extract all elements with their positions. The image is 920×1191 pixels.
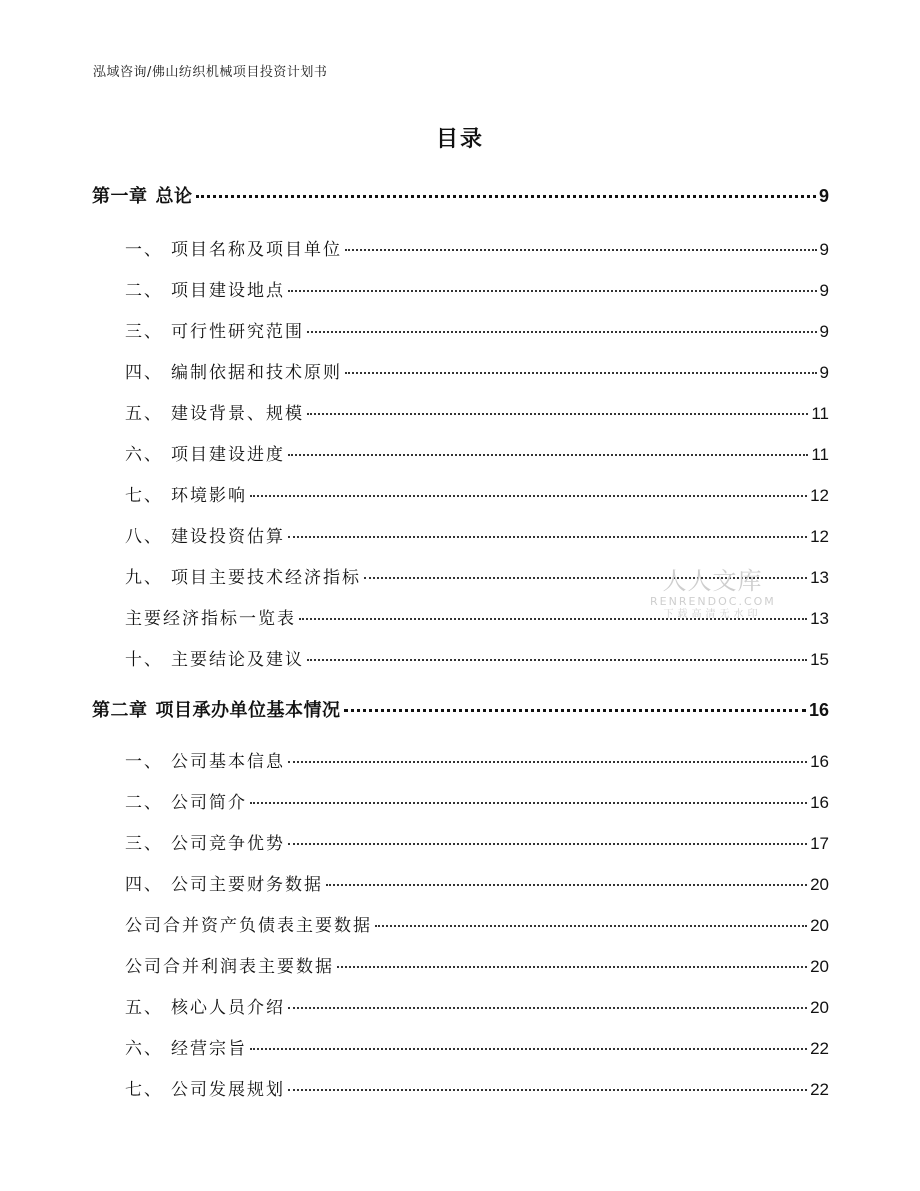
section-number: 一、 <box>125 752 163 772</box>
page-number: 9 <box>819 281 829 300</box>
section-title: 编制依据和技术原则 <box>171 363 342 383</box>
section-title: 经营宗旨 <box>171 1039 247 1059</box>
section-number: 七、 <box>125 486 163 506</box>
dot-leader <box>344 709 806 712</box>
dot-leader <box>250 1048 807 1050</box>
dot-leader <box>337 966 807 968</box>
dot-leader <box>288 290 817 292</box>
page-number: 22 <box>810 1080 829 1099</box>
page-number: 9 <box>819 363 829 382</box>
dot-leader <box>307 331 817 333</box>
toc-entry[interactable] <box>125 993 829 1019</box>
section-number: 十、 <box>125 650 163 670</box>
watermark-logo-text: 人人文库 <box>662 567 763 595</box>
toc-chapter-2[interactable] <box>92 696 829 722</box>
page-number: 15 <box>810 650 829 669</box>
toc-entry[interactable] <box>125 911 829 937</box>
page-number: 13 <box>810 609 829 628</box>
section-title: 公司简介 <box>171 793 247 813</box>
watermark <box>650 566 775 622</box>
section-title: 核心人员介绍 <box>171 998 285 1018</box>
section-title: 公司合并资产负债表主要数据 <box>125 916 372 936</box>
dot-leader <box>288 536 807 538</box>
section-number: 二、 <box>125 281 163 301</box>
page-number: 12 <box>810 486 829 505</box>
page-number: 16 <box>808 700 829 720</box>
dot-leader <box>288 1007 807 1009</box>
page-number: 11 <box>811 404 829 423</box>
toc-entry[interactable] <box>125 788 829 814</box>
dot-leader <box>250 802 807 804</box>
dot-leader <box>288 843 807 845</box>
section-number: 五、 <box>125 998 163 1018</box>
section-number: 六、 <box>125 445 163 465</box>
section-number: 四、 <box>125 875 163 895</box>
page-number: 16 <box>810 752 829 771</box>
section-number: 五、 <box>125 404 163 424</box>
page-title: 目录 <box>435 127 484 152</box>
dot-leader <box>250 495 807 497</box>
section-title: 建设投资估算 <box>171 527 285 547</box>
section-title: 环境影响 <box>171 486 247 506</box>
chapter-number: 第一章 <box>92 186 148 207</box>
section-title: 公司合并利润表主要数据 <box>125 957 334 977</box>
section-title: 项目主要技术经济指标 <box>171 568 361 588</box>
page-number: 22 <box>810 1039 829 1058</box>
toc-entry[interactable] <box>125 1075 829 1101</box>
section-title: 主要结论及建议 <box>171 650 304 670</box>
section-number: 三、 <box>125 834 163 854</box>
chapter-title: 项目承办单位基本情况 <box>155 700 341 721</box>
section-title: 项目建设地点 <box>171 281 285 301</box>
page-number: 12 <box>810 527 829 546</box>
page-number: 9 <box>819 322 829 341</box>
page-number: 9 <box>818 186 829 206</box>
toc-entry[interactable] <box>125 1034 829 1060</box>
toc-entry[interactable] <box>125 870 829 896</box>
section-title: 公司发展规划 <box>171 1080 285 1100</box>
section-title: 项目名称及项目单位 <box>171 240 342 260</box>
section-title: 公司基本信息 <box>171 752 285 772</box>
dot-leader <box>288 1089 807 1091</box>
toc-entry[interactable] <box>125 522 829 548</box>
chapter-number: 第二章 <box>92 700 148 721</box>
dot-leader <box>307 413 808 415</box>
section-number: 三、 <box>125 322 163 342</box>
section-number: 六、 <box>125 1039 163 1059</box>
dot-leader <box>345 372 817 374</box>
section-title: 建设背景、规模 <box>171 404 304 424</box>
toc-entry[interactable] <box>125 645 829 671</box>
section-number: 一、 <box>125 240 163 260</box>
page-number: 20 <box>810 916 829 935</box>
toc-chapter-1[interactable] <box>92 182 829 208</box>
page-number: 11 <box>811 445 829 464</box>
section-title: 主要经济指标一览表 <box>125 609 296 629</box>
page-number: 9 <box>819 240 829 259</box>
chapter-title: 总论 <box>155 186 193 207</box>
dot-leader <box>345 249 817 251</box>
toc-entry[interactable] <box>125 829 829 855</box>
toc-entry[interactable] <box>125 358 829 384</box>
section-title: 公司竞争优势 <box>171 834 285 854</box>
section-title: 项目建设进度 <box>171 445 285 465</box>
page-number: 20 <box>810 998 829 1017</box>
toc-entry[interactable] <box>125 952 829 978</box>
watermark-slogan: 下载高清无水印 <box>663 609 762 620</box>
dot-leader <box>288 761 807 763</box>
page-number: 16 <box>810 793 829 812</box>
dot-leader <box>326 884 807 886</box>
page-number: 13 <box>810 568 829 587</box>
watermark-domain: RENRENDOC.COM <box>650 595 776 608</box>
section-number: 七、 <box>125 1080 163 1100</box>
page-number: 17 <box>810 834 829 853</box>
section-number: 四、 <box>125 363 163 383</box>
section-number: 八、 <box>125 527 163 547</box>
toc-entry[interactable] <box>125 481 829 507</box>
dot-leader <box>196 195 816 198</box>
toc-entry[interactable] <box>125 399 829 425</box>
section-number: 九、 <box>125 568 163 588</box>
dot-leader <box>375 925 807 927</box>
dot-leader <box>307 659 807 661</box>
page-number: 20 <box>810 875 829 894</box>
section-number: 二、 <box>125 793 163 813</box>
section-title: 公司主要财务数据 <box>171 875 323 895</box>
section-title: 可行性研究范围 <box>171 322 304 342</box>
toc-entry[interactable] <box>125 747 829 773</box>
page-number: 20 <box>810 957 829 976</box>
toc-entry[interactable] <box>125 276 829 302</box>
dot-leader <box>288 454 808 456</box>
toc-entry[interactable] <box>125 235 829 261</box>
toc-entry[interactable] <box>125 440 829 466</box>
toc-entry[interactable] <box>125 317 829 343</box>
page-header: 泓域咨询/佛山纺织机械项目投资计划书 <box>93 65 328 80</box>
